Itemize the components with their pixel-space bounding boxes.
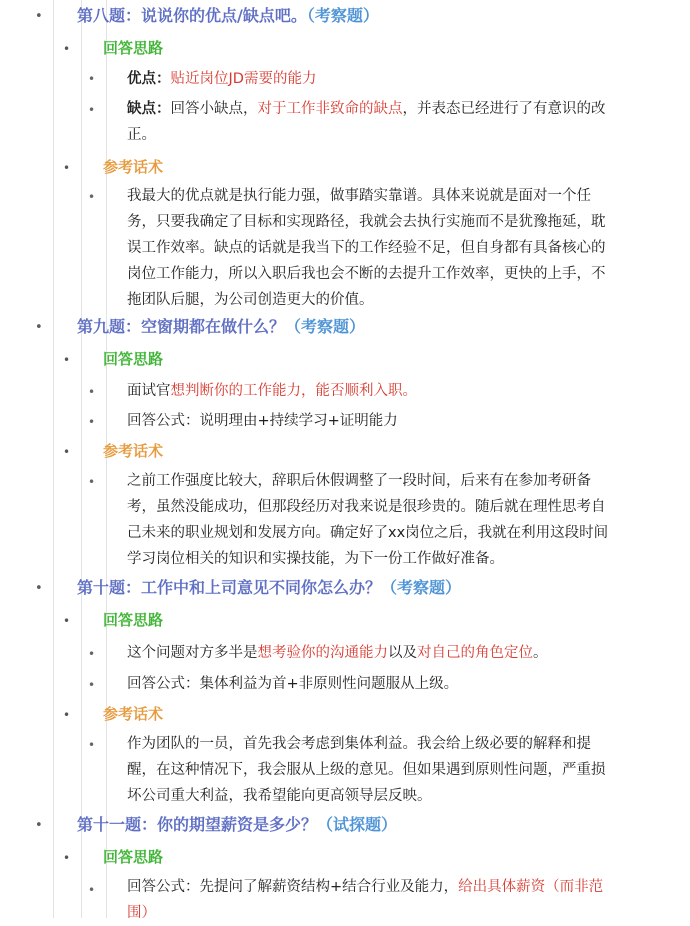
question-title[interactable] — [77, 317, 365, 337]
list-item: 缺点：回答小缺点，对于工作非致命的缺点，并表态已经进行了有意识的改 正。 — [127, 101, 606, 143]
section-answer-idea[interactable]: 回答思路 — [103, 350, 164, 368]
bullet-icon: • — [63, 353, 71, 367]
indent-guide-level2 — [81, 0, 82, 918]
script-paragraph: 之前工作强度比较大，辞职后休假调整了一段时间，后来有在参加考研备 考，虽然没能成功，但那段经历对我来说是很珍贵的。随后就在理性思考自 己未来的职业规划和发展方向。确定好了xx岗位之后，我就在利用这段时间 学习岗位相关的知识和实操技能，为下一份工作做好准备。 — [127, 473, 609, 567]
bullet-icon: • — [63, 161, 71, 175]
bullet-icon: • — [88, 103, 96, 117]
bullet-icon: • — [88, 72, 96, 86]
indent-guide-level1 — [53, 0, 54, 918]
question-title-text: 第九题：空窗期都在做什么？ — [77, 317, 286, 336]
list-item: 回答公式：先提问了解薪资结构+结合行业及能力，给出具体薪资（而非范 围） — [127, 879, 604, 921]
bullet-icon: • — [35, 581, 43, 596]
question-title-text: 第十题：工作中和上司意见不同你怎么办？ — [77, 578, 382, 597]
bullet-icon: • — [63, 42, 71, 56]
section-answer-idea[interactable]: 回答思路 — [103, 848, 164, 866]
script-paragraph: 作为团队的一员，首先我会考虑到集体利益。我会给上级必要的解释和提 醒，在这种情况下，我会服从上级的意见。但如果遇到原则性问题，严重损 坏公司重大利益，我希望能向更高领导层反映。 — [127, 736, 606, 804]
bullet-icon: • — [63, 445, 71, 459]
question-tag: （考察题） — [306, 6, 379, 25]
bullet-icon: • — [35, 9, 43, 24]
bullet-icon: • — [35, 320, 43, 335]
bullet-icon: • — [88, 385, 96, 399]
list-item: 优点：贴近岗位JD需要的能力 — [127, 71, 317, 87]
bullet-icon: • — [35, 818, 43, 833]
bullet-icon: • — [63, 614, 71, 628]
question-tag: （考察题） — [285, 317, 366, 336]
list-item: 回答公式：说明理由+持续学习+证明能力 — [127, 413, 398, 429]
list-item: 回答公式：集体利益为首+非原则性问题服从上级。 — [127, 676, 459, 692]
bullet-icon: • — [88, 190, 96, 204]
question-title-text: 第八题：说说你的优点/缺点吧。 — [77, 6, 307, 25]
bullet-icon: • — [88, 883, 96, 897]
bullet-icon: • — [63, 708, 71, 722]
list-item: 这个问题对方多半是想考验你的沟通能力以及对自己的角色定位。 — [127, 645, 548, 661]
section-reference-script[interactable]: 参考话术 — [103, 442, 164, 460]
script-paragraph: 我最大的优点就是执行能力强，做事踏实靠谱。具体来说就是面对一个任 务，只要我确定了目标和实现路径，我就会去执行实施而不是犹豫拖延，耽 误工作效率。缺点的话就是我当下的工作经验不足，但自身都有具备核心的 岗位工作能力，所以入职后我也会不断的去提升工作效率，更快的上手，不 拖团队后腿，为公司创造更大的价值。 — [127, 188, 606, 308]
bullet-icon: • — [88, 678, 96, 692]
question-title[interactable] — [77, 815, 397, 835]
section-answer-idea[interactable]: 回答思路 — [103, 39, 164, 57]
bullet-icon: • — [88, 647, 96, 661]
bullet-icon: • — [63, 851, 71, 865]
list-item: 面试官想判断你的工作能力，能否顺利入职。 — [127, 383, 417, 399]
question-title-text: 第十一题：你的期望薪资是多少？ — [77, 815, 318, 834]
bullet-icon: • — [88, 738, 96, 752]
question-tag: （试探题） — [317, 815, 398, 834]
question-tag: （考察题） — [381, 578, 462, 597]
bullet-icon: • — [88, 415, 96, 429]
section-reference-script[interactable]: 参考话术 — [103, 705, 164, 723]
question-title[interactable] — [77, 578, 461, 598]
bullet-icon: • — [88, 475, 96, 489]
section-reference-script[interactable]: 参考话术 — [103, 158, 164, 176]
question-title[interactable] — [77, 6, 379, 26]
section-answer-idea[interactable]: 回答思路 — [103, 611, 164, 629]
